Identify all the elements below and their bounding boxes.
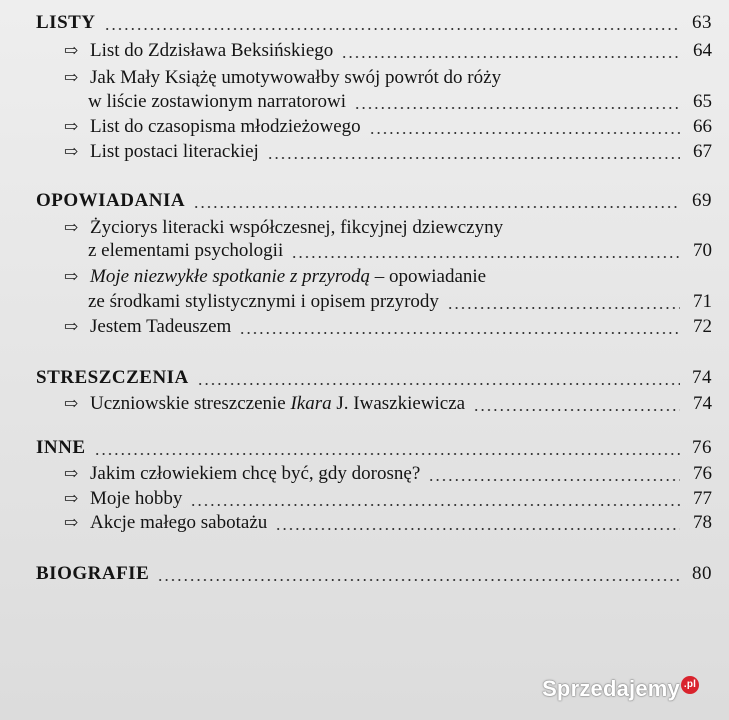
page-number: 66	[693, 116, 712, 137]
entry-title: List do Zdzisława Beksińskiego	[90, 40, 334, 61]
arrow-right-icon: ⇨	[64, 267, 79, 286]
page-number: 74	[692, 367, 712, 388]
page-number: 72	[693, 316, 712, 337]
section-title: OPOWIADANIA	[36, 190, 186, 211]
arrow-right-icon: ⇨	[64, 489, 79, 508]
entry-title-after: J. Iwaszkiewicza	[331, 393, 466, 414]
toc-entry-continuation	[88, 291, 712, 313]
entry-title: Akcje małego sabotażu	[90, 512, 268, 533]
leader-dots	[341, 56, 680, 58]
leader-dots	[447, 307, 680, 309]
entry-title-line2: w liście zostawionym narratorowi	[88, 91, 347, 112]
arrow-right-icon: ⇨	[64, 41, 79, 60]
toc-entry	[64, 116, 712, 138]
page-number: 74	[693, 393, 712, 414]
section-title: BIOGRAFIE	[36, 563, 150, 584]
entry-title: Jakim człowiekiem chcę być, gdy dorosnę?	[90, 463, 421, 484]
toc-entry	[64, 266, 712, 288]
page-number: 63	[692, 12, 712, 33]
entry-title-italic: Moje niezwykłe spotkanie z przyrodą	[90, 266, 371, 287]
toc-entry	[64, 316, 712, 338]
arrow-right-icon: ⇨	[64, 117, 79, 136]
section-inne	[36, 437, 712, 459]
page-number: 76	[692, 437, 712, 458]
section-title: STRESZCZENIA	[36, 367, 189, 388]
entry-title-line1: Życiorys literacki współczesnej, fikcyjnej dziewczyny	[90, 217, 504, 238]
page-number: 70	[693, 240, 712, 261]
leader-dots	[190, 504, 680, 506]
page-number: 78	[693, 512, 712, 533]
arrow-right-icon: ⇨	[64, 394, 79, 413]
section-title: LISTY	[36, 12, 96, 33]
leader-dots	[275, 528, 680, 530]
arrow-right-icon: ⇨	[64, 513, 79, 532]
leader-dots	[473, 409, 680, 411]
toc-entry	[64, 463, 712, 485]
section-listy	[36, 12, 712, 34]
leader-dots	[428, 479, 680, 481]
entry-title: Moje hobby	[90, 488, 183, 509]
toc-entry	[64, 488, 712, 510]
page-number: 76	[693, 463, 712, 484]
leader-dots	[197, 383, 680, 385]
entry-title: List postaci literackiej	[90, 141, 259, 162]
page-number: 64	[693, 40, 712, 61]
section-opowiadania	[36, 190, 712, 212]
watermark-badge: .pl	[681, 676, 699, 694]
page-number: 71	[693, 291, 712, 312]
toc-entry	[64, 67, 712, 89]
entry-title-before: Uczniowskie streszczenie	[90, 393, 291, 414]
toc-entry	[64, 512, 712, 534]
section-streszczenia	[36, 367, 712, 389]
toc-entry-continuation	[88, 240, 712, 262]
leader-dots	[291, 256, 680, 258]
section-title: INNE	[36, 437, 86, 458]
leader-dots	[239, 332, 680, 334]
entry-title-line2: z elementami psychologii	[88, 240, 284, 261]
page-number: 77	[693, 488, 712, 509]
leader-dots	[267, 157, 680, 159]
entry-title-italic: Ikara	[290, 393, 332, 414]
toc-entry-continuation	[88, 91, 712, 113]
leader-dots	[369, 132, 680, 134]
entry-title	[90, 393, 465, 415]
arrow-right-icon: ⇨	[64, 142, 79, 161]
leader-dots	[193, 206, 680, 208]
arrow-right-icon: ⇨	[64, 68, 79, 87]
toc-entry	[64, 217, 712, 239]
arrow-right-icon: ⇨	[64, 317, 79, 336]
entry-title-line1: Jak Mały Książę umotywowałby swój powrót do róży	[90, 67, 502, 88]
page-number: 65	[693, 91, 712, 112]
watermark-logo	[542, 676, 699, 702]
entry-title-line2: ze środkami stylistycznymi i opisem przyrody	[88, 291, 439, 312]
page-number: 80	[692, 563, 712, 584]
leader-dots	[354, 107, 680, 109]
leader-dots	[157, 579, 680, 581]
toc-entry	[64, 40, 712, 62]
page-number: 67	[693, 141, 712, 162]
section-biografie	[36, 563, 712, 585]
arrow-right-icon: ⇨	[64, 464, 79, 483]
leader-dots	[104, 28, 680, 30]
toc-entry	[64, 393, 712, 415]
arrow-right-icon: ⇨	[64, 218, 79, 237]
entry-title-rest: – opowiadanie	[370, 266, 487, 287]
watermark-text: Sprzedajemy	[542, 676, 680, 701]
entry-title-line1	[90, 266, 486, 288]
leader-dots	[94, 453, 680, 455]
page-number: 69	[692, 190, 712, 211]
toc-entry	[64, 141, 712, 163]
entry-title: Jestem Tadeuszem	[90, 316, 232, 337]
entry-title: List do czasopisma młodzieżowego	[90, 116, 361, 137]
